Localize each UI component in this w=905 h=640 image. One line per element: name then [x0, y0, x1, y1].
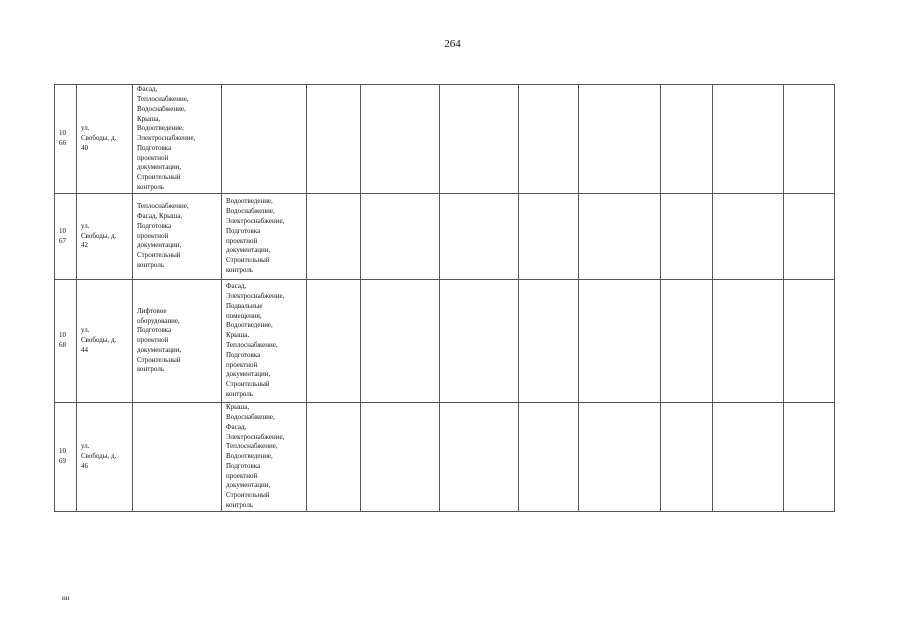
works-cell: Фасад, Электроснабжение, Подвальные помещения, Водоотведение, Крыша, Теплоснабжение, Подготовка проектной документации, Строительный контроль [222, 280, 307, 403]
row-number: 10 67 [55, 194, 77, 280]
empty-cell [661, 85, 713, 194]
table-row [55, 85, 835, 194]
empty-cell [579, 280, 661, 403]
empty-cell [579, 85, 661, 194]
empty-cell [440, 403, 519, 512]
empty-cell [713, 280, 784, 403]
empty-cell [519, 403, 579, 512]
works-cell [222, 85, 307, 194]
empty-cell [713, 85, 784, 194]
table-row [55, 194, 835, 280]
address-cell: ул. Свободы, д. 46 [77, 403, 133, 512]
empty-cell [713, 194, 784, 280]
empty-cell [307, 280, 361, 403]
empty-cell [661, 194, 713, 280]
works-cell: Водоотведение, Водоснабжение, Электроснабжение, Подготовка проектной документации, Строительный контроль [222, 194, 307, 280]
empty-cell [440, 85, 519, 194]
address-cell: ул. Свободы, д. 44 [77, 280, 133, 403]
empty-cell [784, 85, 835, 194]
empty-cell [661, 403, 713, 512]
empty-cell [361, 280, 440, 403]
empty-cell [440, 194, 519, 280]
empty-cell [519, 85, 579, 194]
row-number: 10 68 [55, 280, 77, 403]
works-cell: Фасад, Теплоснабжение, Водоснабжение, Крыша, Водоотведение, Электроснабжение, Подготовка проектной документации, Строительный контроль [133, 85, 222, 194]
empty-cell [784, 194, 835, 280]
empty-cell [519, 194, 579, 280]
empty-cell [361, 403, 440, 512]
address-cell: ул. Свободы, д. 40 [77, 85, 133, 194]
empty-cell [519, 280, 579, 403]
row-number: 10 69 [55, 403, 77, 512]
empty-cell [784, 280, 835, 403]
table-row [55, 403, 835, 512]
empty-cell [579, 403, 661, 512]
page-number: 264 [444, 38, 461, 50]
empty-cell [784, 403, 835, 512]
works-cell: Лифтовое оборудование, Подготовка проектной документации, Строительный контроль [133, 280, 222, 403]
footer-mark: нн [62, 594, 70, 602]
table-row [55, 280, 835, 403]
row-number: 10 66 [55, 85, 77, 194]
address-cell: ул. Свободы, д. 42 [77, 194, 133, 280]
empty-cell [307, 194, 361, 280]
works-cell: Теплоснабжение, Фасад, Крыша, Подготовка проектной документации, Строительный контроль [133, 194, 222, 280]
works-cell: Крыша, Водоснабжение, Фасад, Электроснабжение, Теплоснабжение, Водоотведение, Подготовка проектной документации, Строительный контроль [222, 403, 307, 512]
empty-cell [307, 403, 361, 512]
works-cell [133, 403, 222, 512]
empty-cell [661, 280, 713, 403]
empty-cell [579, 194, 661, 280]
empty-cell [361, 194, 440, 280]
empty-cell [713, 403, 784, 512]
empty-cell [307, 85, 361, 194]
housing-repair-table [54, 84, 835, 512]
empty-cell [440, 280, 519, 403]
empty-cell [361, 85, 440, 194]
